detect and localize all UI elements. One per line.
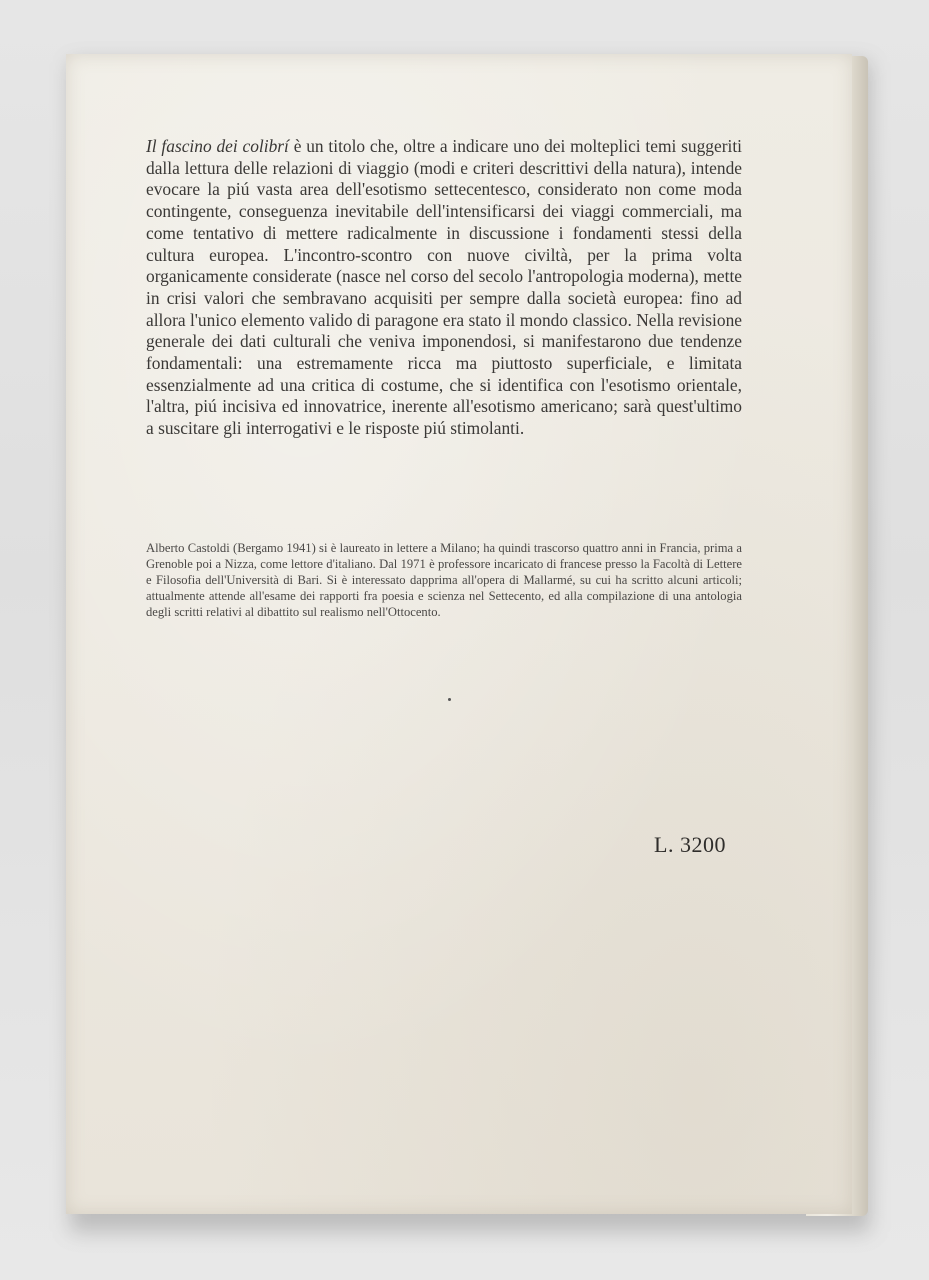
price-label: L. 3200 bbox=[654, 832, 726, 857]
book-back-cover bbox=[66, 54, 852, 1214]
author-bio: Alberto Castoldi (Bergamo 1941) si è laureato in lettere a Milano; ha quindi trascorso quattro anni in Francia, prima a Grenoble poi a Nizza, come lettore d'italiano. Dal 1971 è professore incaricato di francese presso la Facoltà di Lettere e Filosofia dell'Università di Bari. Si è interessato dapprima all'opera di Mallarmé, su cui ha scritto alcuni articoli; attualmente attende all'esame dei rapporti fra poesia e scienza nel Settecento, ed alla compilazione di una antologia degli scritti relativi al dibattito sul realismo nell'Ottocento. bbox=[146, 541, 742, 620]
blurb-text: è un titolo che, oltre a indicare uno dei molteplici temi suggeriti dalla lettura delle relazioni di viaggio (modi e criteri descrittivi della natura), intende evocare la piú vasta area dell'esotismo settecentesco, considerato non come moda contingente, conseguenza inevitabile dell'intensificarsi dei viaggi commerciali, ma come tentativo di mettere radicalmente in discussione i fondamenti stessi della cultura europea. L'incontro-scontro con nuove civiltà, per la prima volta organicamente considerate (nasce nel corso del secolo l'antropologia moderna), mette in crisi valori che sembravano acquisiti per sempre dalla società europea: fino ad allora l'unico elemento valido di paragone era stato il mondo classico. Nella revisione generale dei dati culturali che veniva imponendosi, si manifestarono due tendenze fondamentali: una estremamente ricca ma piuttosto superficiale, e limitata essenzialmente ad una critica di costume, che si identifica con l'esotismo orientale, l'altra, piú incisiva ed innovatrice, inerente all'esotismo americano; sarà quest'ultimo a suscitare gli interrogativi e le risposte piú stimolanti. bbox=[146, 136, 742, 439]
blurb-paragraph bbox=[146, 136, 742, 440]
blurb-title: Il fascino dei colibrí bbox=[146, 136, 289, 156]
paper-speck bbox=[448, 698, 451, 701]
